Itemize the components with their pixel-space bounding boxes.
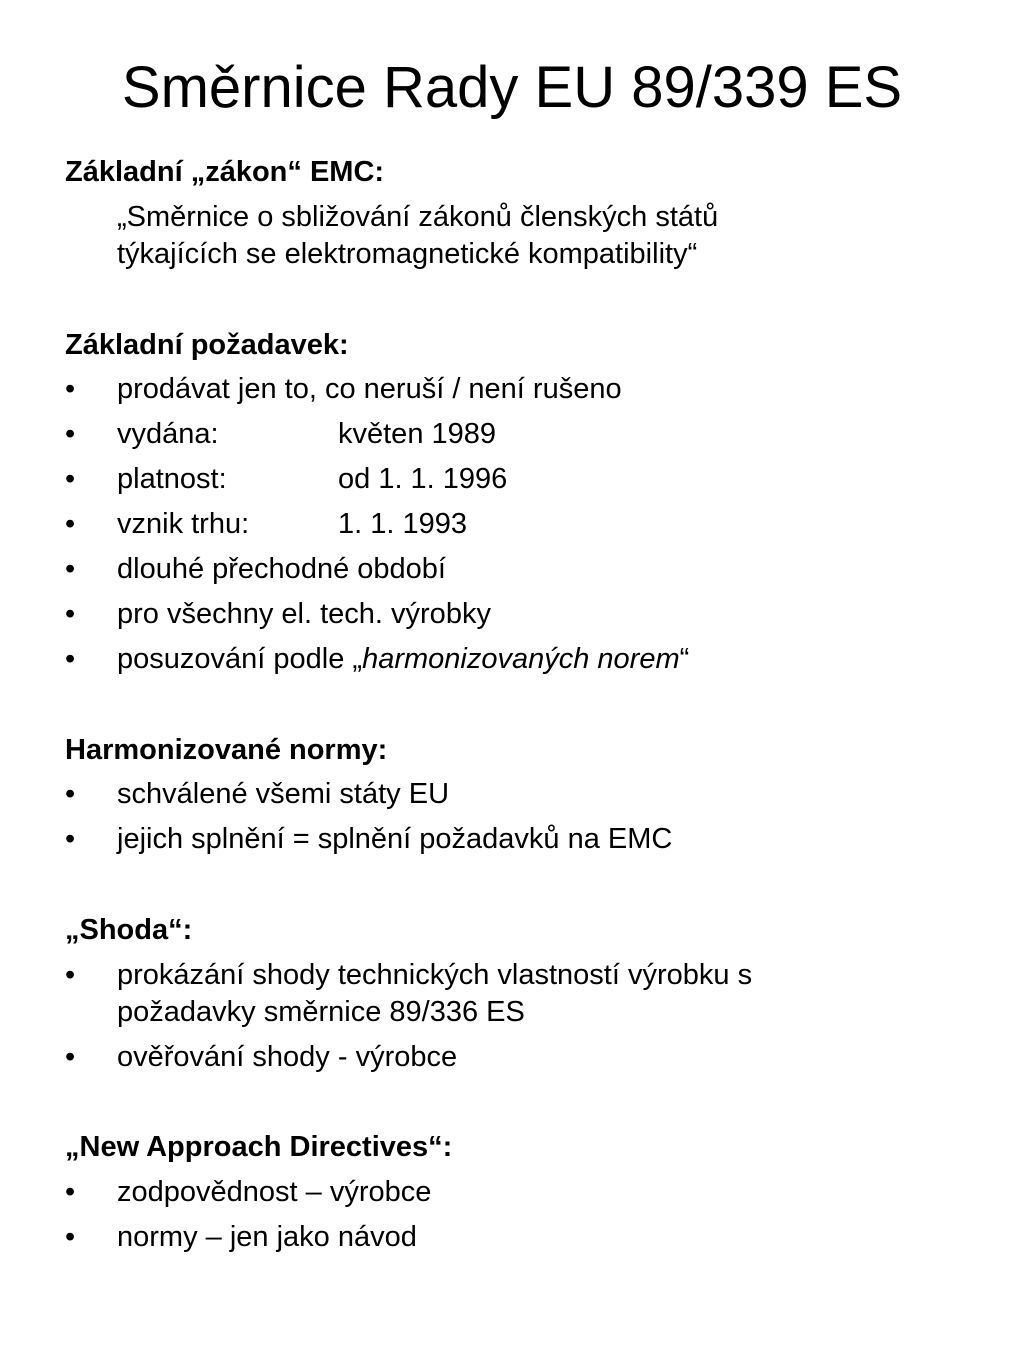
list-item-text-italic: harmonizovaných norem	[362, 643, 680, 675]
list-item-label: vydána:	[117, 418, 219, 450]
bullet-icon: •	[65, 778, 76, 810]
list-item	[65, 461, 965, 497]
list-item	[65, 371, 965, 407]
list-item-value: květen 1989	[338, 418, 497, 450]
list-item-label: platnost:	[117, 463, 227, 495]
bullet-icon: •	[65, 643, 76, 675]
list-item	[65, 1174, 965, 1210]
bullet-icon: •	[65, 463, 76, 495]
list-item	[65, 1219, 965, 1255]
list-item	[65, 506, 965, 542]
list-item	[65, 641, 965, 677]
bullet-icon: •	[65, 508, 76, 540]
list-item	[65, 1039, 965, 1075]
section-heading-basic-requirement: Základní požadavek:	[65, 329, 349, 361]
list-item-text: schválené všemi státy EU	[117, 778, 450, 810]
list-item-text: prodávat jen to, co neruší / není rušeno	[117, 373, 622, 405]
list-item-label: vznik trhu:	[117, 508, 250, 540]
bullet-icon: •	[65, 1041, 76, 1073]
list-item-text-after: “	[679, 643, 690, 675]
bullet-icon: •	[65, 373, 76, 405]
list-item-text-before: posuzování podle „	[117, 643, 363, 675]
slide-title: Směrnice Rady EU 89/339 ES	[121, 55, 903, 120]
directive-quote-line-2: týkajících se elektromagnetické kompatibility“	[117, 238, 698, 270]
directive-quote-line-1: „Směrnice o sbližování zákonů členských států	[117, 201, 719, 233]
bullet-icon: •	[65, 598, 76, 630]
section-heading-conformity: „Shoda“:	[65, 914, 193, 946]
list-item-text: jejich splnění = splnění požadavků na EMC	[117, 823, 673, 855]
list-item-text: zodpovědnost – výrobce	[117, 1176, 432, 1208]
bullet-icon: •	[65, 553, 76, 585]
list-item-continuation: požadavky směrnice 89/336 ES	[117, 996, 525, 1028]
bullet-icon: •	[65, 418, 76, 450]
section-heading-new-approach: „New Approach Directives“:	[65, 1131, 453, 1163]
list-item-text: prokázání shody technických vlastností výrobku s	[117, 959, 753, 991]
list-item-text: normy – jen jako návod	[117, 1221, 417, 1253]
list-item-value: 1. 1. 1993	[338, 508, 467, 540]
list-item	[65, 957, 965, 993]
list-item	[65, 416, 965, 452]
list-item-value: od 1. 1. 1996	[338, 463, 508, 495]
section-heading-harmonized-norms: Harmonizované normy:	[65, 734, 388, 766]
list-item-text: dlouhé přechodné období	[117, 553, 446, 585]
bullet-icon: •	[65, 1221, 76, 1253]
list-item	[65, 551, 965, 587]
bullet-icon: •	[65, 1176, 76, 1208]
list-item	[65, 596, 965, 632]
bullet-icon: •	[65, 959, 76, 991]
list-item	[65, 776, 965, 812]
list-item	[65, 821, 965, 857]
list-item-text: ověřování shody - výrobce	[117, 1041, 458, 1073]
section-heading-basic-law: Základní „zákon“ EMC:	[65, 156, 385, 188]
list-item-text: pro všechny el. tech. výrobky	[117, 598, 491, 630]
list-item-text	[117, 641, 689, 677]
bullet-icon: •	[65, 823, 76, 855]
